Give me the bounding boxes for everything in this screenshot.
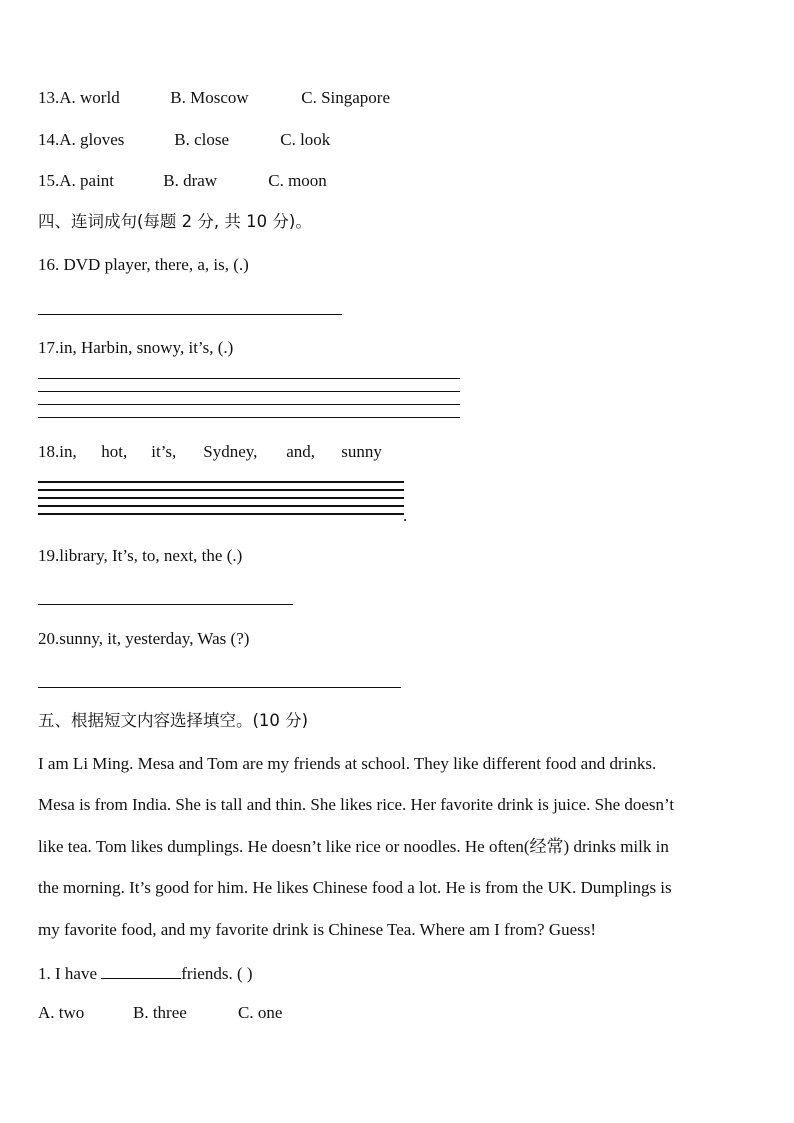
answer-line (38, 481, 404, 483)
question-14 (38, 130, 330, 150)
question-19: 19.library, It’s, to, next, the (.) (38, 546, 243, 565)
question-number: 18. (38, 442, 60, 461)
option-c: C. Singapore (301, 88, 391, 107)
answer-line (38, 404, 460, 405)
answer-line (38, 314, 342, 315)
question-17: 17.in, Harbin, snowy, it’s, (.) (38, 338, 234, 357)
passage-line: like tea. Tom likes dumplings. He doesn’t like rice or noodles. He often(经常) drinks milk in (38, 837, 669, 856)
word: sunny (341, 442, 382, 461)
question-15 (38, 171, 327, 191)
answer-line (38, 687, 401, 688)
option-c: C. moon (268, 171, 327, 190)
question-number: 14. (38, 130, 60, 149)
question-18 (38, 442, 382, 462)
word: hot, (101, 442, 128, 461)
answer-line (38, 604, 293, 605)
answer-line (38, 417, 460, 418)
word: it’s, (151, 442, 177, 461)
option-a: A. gloves (59, 130, 125, 149)
fill-blank[interactable] (101, 962, 181, 979)
question-1 (38, 962, 253, 984)
option-c: C. one (238, 1003, 283, 1022)
question-1-options (38, 1003, 282, 1023)
section-5-heading: 五、根据短文内容选择填空。(10 分) (38, 711, 309, 730)
word: and, (286, 442, 316, 461)
question-prefix: 1. I have (38, 964, 98, 983)
passage-line: the morning. It’s good for him. He likes Chinese food a lot. He is from the UK. Dumplings is (38, 878, 672, 897)
answer-line (38, 489, 404, 491)
answer-line (38, 391, 460, 392)
question-16: 16. DVD player, there, a, is, (.) (38, 255, 249, 274)
option-a: A. paint (59, 171, 115, 190)
section-4-heading: 四、连词成句(每题 2 分, 共 10 分)。 (38, 212, 312, 231)
answer-line (38, 378, 460, 379)
question-number: 15. (38, 171, 60, 190)
end-period: . (403, 506, 408, 525)
option-c: C. look (280, 130, 331, 149)
option-b: B. Moscow (170, 88, 249, 107)
word: in, (59, 442, 77, 461)
answer-line (38, 513, 404, 515)
question-13 (38, 88, 390, 108)
passage-line: Mesa is from India. She is tall and thin. She likes rice. Her favorite drink is juice. She doesn’t (38, 795, 675, 814)
answer-line (38, 497, 404, 499)
option-a: A. two (38, 1003, 85, 1022)
option-b: B. draw (163, 171, 218, 190)
option-b: B. three (133, 1003, 187, 1022)
question-20: 20.sunny, it, yesterday, Was (?) (38, 629, 250, 648)
word: Sydney, (203, 442, 258, 461)
question-suffix: friends. ( ) (181, 964, 253, 983)
option-a: A. world (59, 88, 120, 107)
passage-line: I am Li Ming. Mesa and Tom are my friends at school. They like different food and drinks. (38, 754, 657, 773)
option-b: B. close (174, 130, 230, 149)
answer-line (38, 505, 404, 507)
question-number: 13. (38, 88, 60, 107)
passage-line: my favorite food, and my favorite drink is Chinese Tea. Where am I from? Guess! (38, 920, 597, 939)
